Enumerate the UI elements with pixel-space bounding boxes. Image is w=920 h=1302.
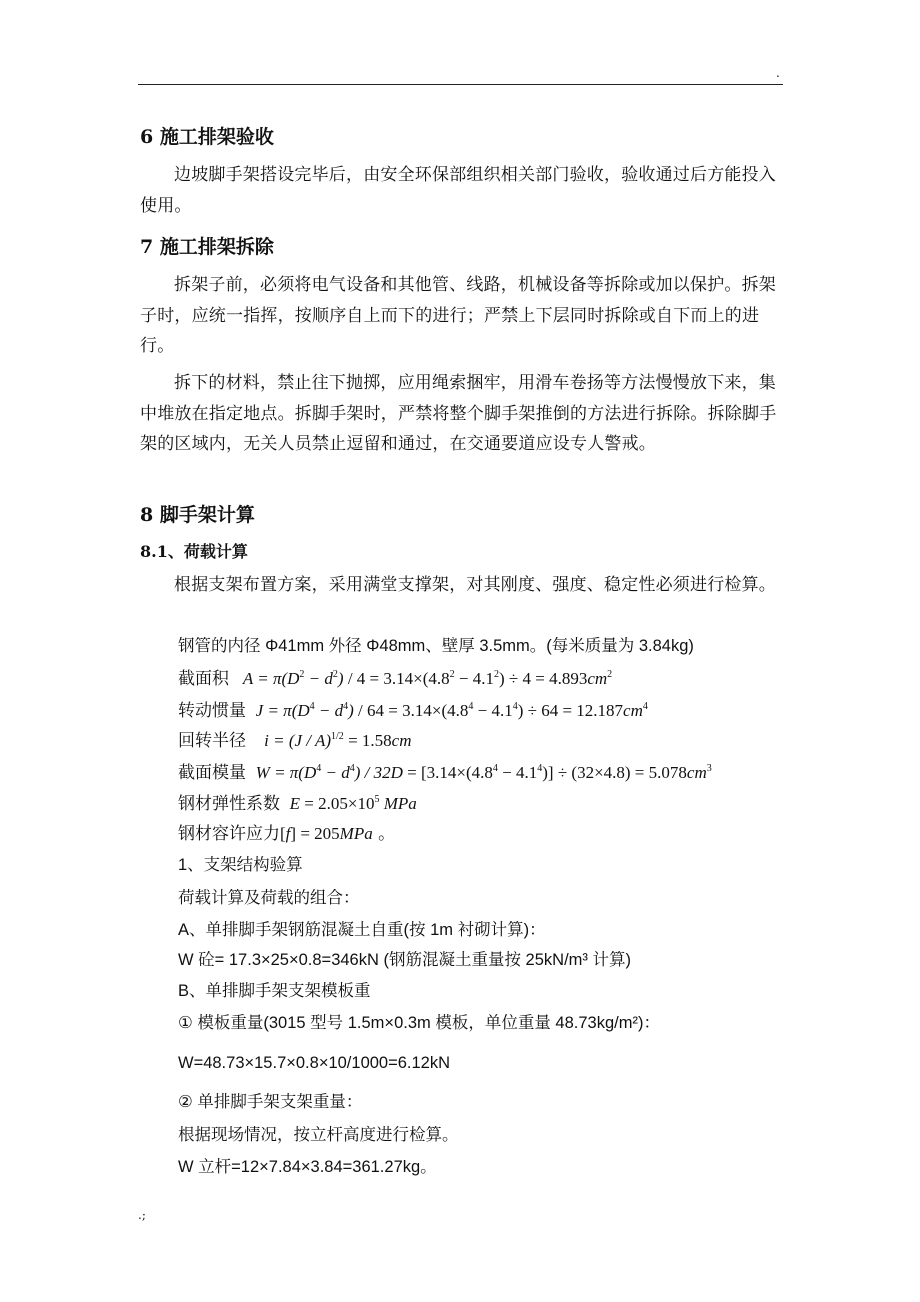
section-6-paragraph: 边坡脚手架搭设完毕后，由安全环保部组织相关部门验收，验收通过后方能投入使用。 <box>140 165 776 216</box>
inertia-label: 转动惯量 <box>178 701 246 721</box>
modulus-formula-line <box>178 760 712 786</box>
support-item: ② 单排脚手架支架重量： <box>178 1093 363 1111</box>
load-combo: 荷载计算及荷载的组合： <box>178 889 360 907</box>
line-b: B、单排脚手架支架模板重 <box>178 982 371 1000</box>
w-concrete: W 砼= 17.3×25×0.8=346kN (钢筋混凝土重量按 25kN/m³ 计算) <box>178 951 631 969</box>
item-1: 1、支架结构验算 <box>178 856 303 874</box>
radius-formula: i = (J / A)$^{1/2}$ = 1.58cm <box>251 731 412 750</box>
pipe-spec: 钢管的内径 Φ41mm 外径 Φ48mm、壁厚 3.5mm。(每米质量为 3.84kg) <box>178 637 694 655</box>
header-mark: . <box>776 66 780 80</box>
section-7-paragraph-2: 拆下的材料，禁止往下抛掷，应用绳索捆牢，用滑车卷扬等方法慢慢放下来，集中堆放在指定地点。拆脚手架时，严禁将整个脚手架推倒的方法进行拆除。拆除脚手架的区域内，无关人员禁止逗留和通过，在交通要道应设专人警戒。 <box>140 373 777 454</box>
w-formwork: W=48.73×15.7×0.8×10/1000=6.12kN <box>178 1054 451 1072</box>
section-7-title: 7 施工排架拆除 <box>140 236 274 258</box>
formwork-item: ① 模板重量(3015 型号 1.5m×0.3m 模板，单位重量 48.73kg/m²)： <box>178 1014 660 1032</box>
radius-label: 回转半径 <box>178 731 246 751</box>
section-8-title: 8 脚手架计算 <box>140 504 255 526</box>
allow-tail: 。 <box>378 824 396 844</box>
inertia-formula-line <box>178 698 648 724</box>
section-6-title: 6 施工排架验收 <box>140 126 274 148</box>
section-8-1-title: 8.1、荷载计算 <box>140 542 248 561</box>
allow-formula: [f] = 205MPa <box>280 824 373 843</box>
area-label: 截面积 <box>178 669 229 689</box>
elastic-label: 钢材弹性系数 <box>178 794 280 814</box>
area-formula-line <box>178 666 612 692</box>
modulus-formula: $W = \pi(D^4 - d^4) / 32D = [3.14\times(4.8^4 - 4.1^4)] \div (32\times 4.8) = 5.078cm^3$ <box>251 763 712 782</box>
header-rule <box>138 84 783 85</box>
inertia-formula: $J = \pi(D^4 - d^4) / 64 = 3.14\times(4.8^4 - 4.1^4) \div 64 = 12.187cm^4$ <box>251 701 648 720</box>
line-a: A、单排脚手架钢筋混凝土自重(按 1m 衬砌计算)： <box>178 921 546 939</box>
footer-mark: .; <box>138 1208 146 1222</box>
w-pole: W 立杆=12×7.84×3.84=361.27kg。 <box>178 1158 437 1176</box>
elastic-formula: $E = 2.05\times 10^5$ MPa <box>285 794 417 813</box>
allow-label: 钢材容许应力 <box>178 824 280 844</box>
elastic-formula-line <box>178 791 417 817</box>
site-check: 根据现场情况，按立杆高度进行检算。 <box>178 1126 459 1144</box>
area-formula: $A = \pi(D^2 - d^2) / 4 = 3.14\times(4.8^2 - 4.1^2) \div 4 = 4.893cm^2$ <box>234 669 613 688</box>
section-8-paragraph: 根据支架布置方案，采用满堂支撑架，对其刚度、强度、稳定性必须进行检算。 <box>174 575 776 595</box>
modulus-label: 截面模量 <box>178 763 246 783</box>
section-7-paragraph-1: 拆架子前，必须将电气设备和其他管、线路，机械设备等拆除或加以保护。拆架子时，应统一指挥，按顺序自上而下的进行；严禁上下层同时拆除或自下而上的进行。 <box>140 275 776 356</box>
radius-formula-line <box>178 728 411 754</box>
allow-stress-line <box>178 821 395 847</box>
